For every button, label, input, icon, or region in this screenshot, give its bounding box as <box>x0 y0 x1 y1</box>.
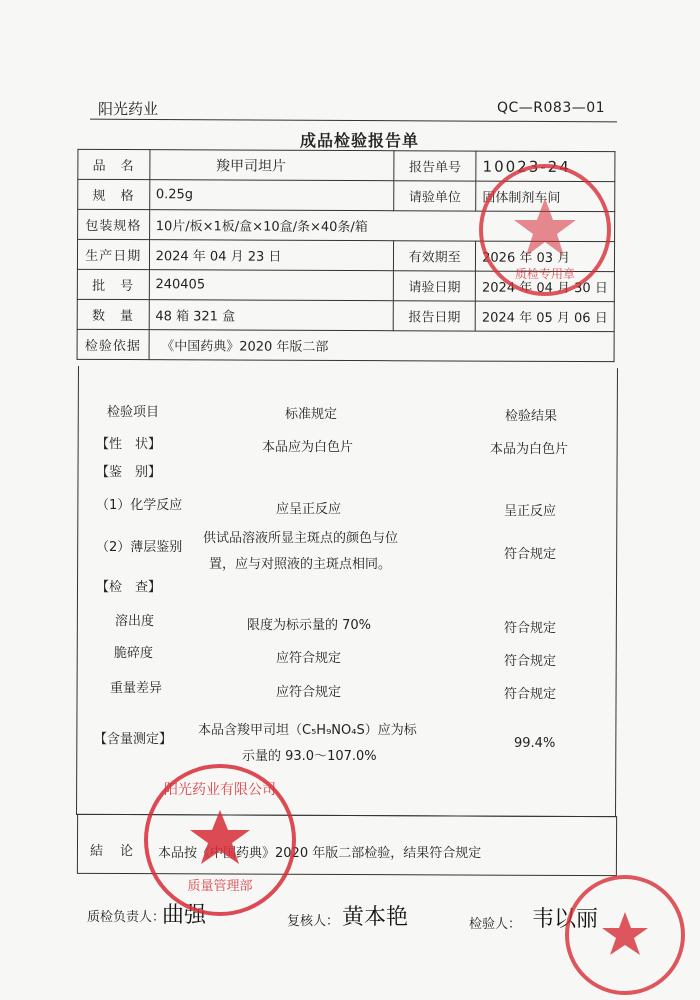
document-code: QC—R083—01 <box>497 100 606 116</box>
company-stamp-partial <box>560 870 690 995</box>
row-chem-standard: 应呈正反应 <box>276 502 342 517</box>
basis-label: 检验依据 <box>77 329 149 359</box>
report-date-label: 报告日期 <box>393 301 475 331</box>
spec-label: 规 格 <box>78 179 150 209</box>
review-signer-label: 复核人： <box>287 914 340 929</box>
row-character-result: 本品为白色片 <box>490 442 569 457</box>
table-row <box>77 299 614 331</box>
request-unit-label: 请验单位 <box>394 181 476 211</box>
product-value: 羧甲司坦片 <box>149 150 394 181</box>
quantity-label: 数 量 <box>77 299 149 329</box>
header-divider <box>90 119 617 123</box>
qa-signer-label: 质检负责人： <box>87 910 166 925</box>
expiry-value: 2026 年 03 月 <box>476 241 615 272</box>
column-result-header: 检验结果 <box>505 409 558 424</box>
request-date-label: 请验日期 <box>394 271 476 301</box>
batch-value: 240405 <box>149 270 394 301</box>
table-row <box>77 329 614 361</box>
package-label: 包装规格 <box>78 209 150 239</box>
request-date-value: 2024 年 04 月 30 日 <box>475 271 614 302</box>
row-dissolution-item: 溶出度 <box>115 614 155 629</box>
inspector-signature: 韦以丽 <box>532 907 599 932</box>
quantity-value: 48 箱 321 盒 <box>149 300 394 331</box>
company-stamp-subtext: 质量管理部 <box>187 879 253 894</box>
column-standard-header: 标准规定 <box>285 407 338 422</box>
row-chem-result: 呈正反应 <box>504 504 557 519</box>
row-friability-item: 脆碎度 <box>114 646 154 661</box>
qc-stamp <box>475 160 615 300</box>
report-no-label: 报告单号 <box>394 151 476 181</box>
row-character-standard: 本品应为白色片 <box>262 440 354 455</box>
product-label: 品 名 <box>78 149 150 179</box>
conclusion-text: 本品按《中国药典》2020 年版二部检验，结果符合规定 <box>158 846 482 861</box>
row-dissolution-result: 符合规定 <box>504 621 557 636</box>
conclusion-label: 結 论 <box>90 844 136 859</box>
row-tlc-standard-line2: 置，应与对照液的主斑点相同。 <box>209 557 392 572</box>
batch-label: 批 号 <box>77 269 149 299</box>
package-value: 10片/板×1板/盒×10盒/条×40条/箱 <box>149 210 615 242</box>
report-title: 成品检验报告单 <box>300 131 420 150</box>
row-character-item: 【性 状】 <box>96 437 162 452</box>
company-name: 阳光药业 <box>98 100 159 118</box>
row-inspection-item: 【检 查】 <box>96 580 162 595</box>
row-assay-standard-line2: 示量的 93.0～107.0% <box>242 749 377 764</box>
row-weight-item: 重量差异 <box>110 681 163 696</box>
company-stamp <box>140 760 300 920</box>
row-weight-standard: 应符合规定 <box>276 685 342 700</box>
spec-value: 0.25g <box>149 180 394 211</box>
report-no-value: 10023-24 <box>476 151 615 182</box>
prod-date-label: 生产日期 <box>77 239 149 269</box>
row-tlc-standard-line1: 供试品溶液所显主斑点的颜色与位 <box>203 531 399 546</box>
review-signature: 黄本艳 <box>342 905 409 930</box>
row-dissolution-standard: 限度为标示量的 70% <box>247 618 372 633</box>
row-tlc-item: （2）薄层鉴别 <box>96 540 183 555</box>
company-stamp-text: 阳光药业有限公司 <box>164 782 276 798</box>
row-identification-item: 【鉴 别】 <box>96 465 162 480</box>
row-chem-item: （1）化学反应 <box>96 498 183 513</box>
row-assay-item: 【含量测定】 <box>94 732 173 747</box>
basis-value: 《中国药典》2020 年版二部 <box>149 330 615 362</box>
row-assay-result: 99.4% <box>514 736 556 751</box>
row-assay-standard-line1: 本品含羧甲司坦（C₅H₉NO₄S）应为标 <box>198 723 417 738</box>
qa-signature: 曲强 <box>162 903 207 928</box>
request-unit-value: 固体制剂车间 <box>476 181 615 212</box>
prod-date-value: 2024 年 04 月 23 日 <box>149 240 394 271</box>
report-date-value: 2024 年 05 月 06 日 <box>475 301 614 332</box>
expiry-label: 有效期至 <box>394 241 476 271</box>
column-item-header: 检验项目 <box>107 405 160 420</box>
row-friability-standard: 应符合规定 <box>276 651 342 666</box>
row-friability-result: 符合规定 <box>504 654 557 669</box>
row-weight-result: 符合规定 <box>504 687 557 702</box>
inspector-label: 检验人： <box>469 917 522 932</box>
qc-stamp-text: 质检专用章 <box>514 267 576 281</box>
row-tlc-result: 符合规定 <box>504 547 557 562</box>
